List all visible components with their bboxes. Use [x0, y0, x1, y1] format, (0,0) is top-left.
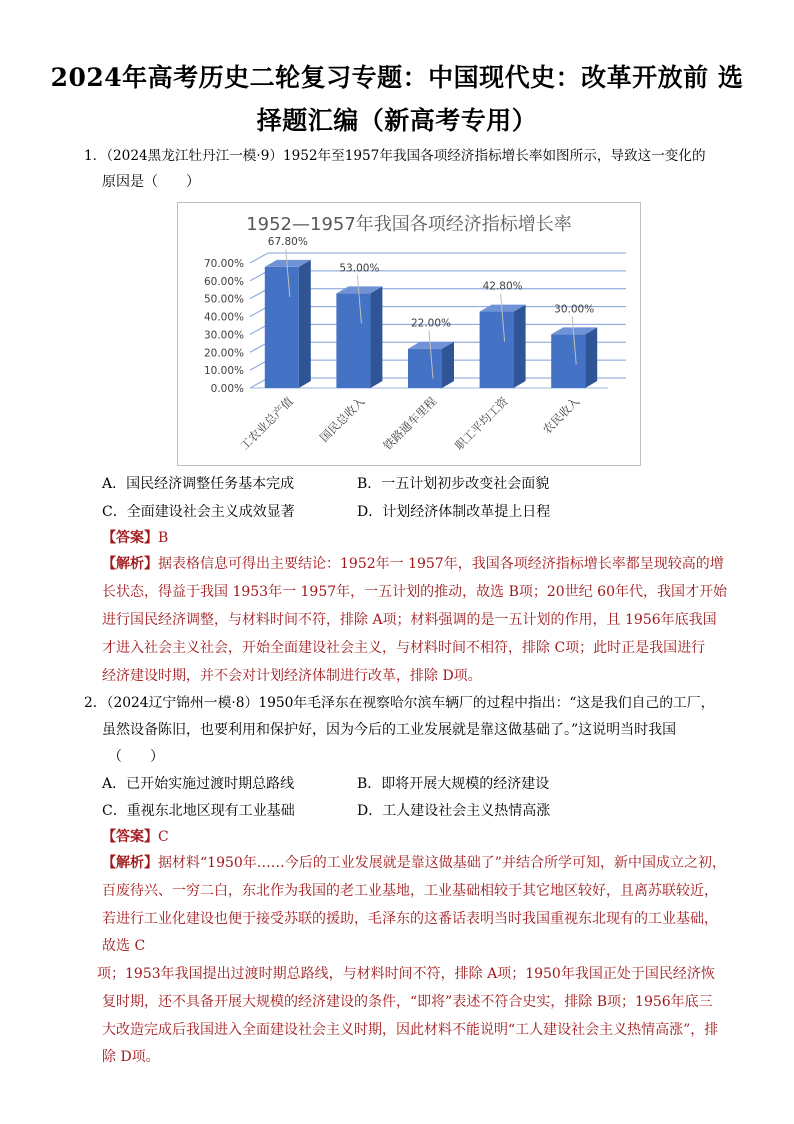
growth-rate-chart [177, 202, 641, 466]
q1-answer [102, 528, 168, 548]
bar-side [514, 305, 526, 388]
data-label: 22.00% [410, 317, 452, 330]
bar-side [585, 327, 597, 388]
x-tick-label: 职工平均工资 [452, 394, 511, 453]
y-tick-label: 20.00% [203, 347, 244, 360]
q2-stem-line: 虽然设备陈旧，也要利用和保护好，因为今后的工业发展就是靠这做基础了。”这说明当时我国 [102, 722, 677, 738]
q2-option-d: D．工人建设社会主义热情高涨 [357, 803, 551, 819]
y-tick-label: 60.00% [203, 275, 244, 288]
q1-answer-label: 【答案】 [102, 530, 158, 546]
q1-option-c: C．全面建设社会主义成效显著 [102, 504, 295, 520]
q1-analysis-line: 进行国民经济调整，与材料时间不符，排除 A项；材料强调的是一五计划的作用，且 1956年底我国 [102, 612, 717, 628]
q1-analysis-line [102, 554, 724, 574]
q2-analysis-text: 据材料“1950年……今后的工业发展就是靠这做基础了”并结合所学可知，新中国成立之初， [158, 855, 726, 871]
q2-analysis-line: 复时期，还不具备开展大规模的经济建设的条件，“即将”表述不符合史实，排除 B项；1956年底三 [102, 994, 713, 1010]
y-tick-label: 40.00% [203, 311, 244, 324]
q1-option-a: A．国民经济调整任务基本完成 [102, 476, 295, 492]
y-tick-label: 30.00% [203, 329, 244, 342]
q2-answer-label: 【答案】 [102, 829, 158, 845]
bar-front [551, 334, 585, 388]
q1-option-d: D．计划经济体制改革提上日程 [357, 504, 551, 520]
y-tick-label: 10.00% [203, 365, 244, 378]
q2-answer [102, 827, 169, 847]
q2-answer-value: C [158, 829, 169, 845]
q2-option-c: C．重视东北地区现有工业基础 [102, 803, 295, 819]
bar-side [442, 342, 454, 388]
chart-title: 1952—1957年我国各项经济指标增长率 [246, 214, 572, 235]
data-label: 30.00% [554, 303, 595, 316]
grid-line-depth [250, 253, 268, 263]
bar-side [299, 260, 311, 388]
bar-front [408, 349, 442, 388]
q2-analysis-label: 【解析】 [102, 855, 158, 871]
q2-option-a: A．已开始实施过渡时期总路线 [102, 776, 295, 792]
bar-front [265, 267, 299, 388]
q2-analysis-line [102, 853, 726, 873]
q2-analysis-line: 百废待兴、一穷二白，东北作为我国的老工业基地，工业基础相较于其它地区较好，且离苏联较近， [102, 883, 718, 899]
bar-side [370, 286, 382, 388]
q2-stem-line: （ ） [108, 749, 164, 765]
y-tick-label: 50.00% [203, 293, 244, 306]
bar-front [336, 293, 370, 388]
q1-stem-line1: 1．（2024黑龙江牡丹江一模·9）1952年至1957年我国各项经济指标增长率如图所示，导致这一变化的 [84, 148, 706, 164]
q1-stem-line2: 原因是（ ） [102, 174, 200, 190]
bar-front [480, 312, 514, 388]
q2-analysis-line: 除 D项。 [102, 1049, 160, 1065]
q1-analysis-line: 长状态，得益于我国 1953年一 1957年，一五计划的推动，故选 B项；20世纪 60年代，我国才开始 [102, 584, 727, 600]
q2-analysis-line: 大改造完成后我国进入全面建设社会主义时期，因此材料不能说明“工人建设社会主义热情高涨”，排 [102, 1022, 719, 1038]
q2-analysis-line: 项；1953年我国提出过渡时期总路线，与材料时间不符，排除 A项；1950年我国正处于国民经济恢 [97, 966, 715, 982]
x-tick-label: 国民总收入 [316, 394, 368, 445]
page-title-line1: 2024年高考历史二轮复习专题：中国现代史：改革开放前 选 [50, 63, 744, 92]
x-tick-label: 工农业总产值 [237, 394, 296, 453]
q1-analysis-line: 才进入社会主义社会，开始全面建设社会主义，与材料时间不相符，排除 C项；此时正是我国进行 [102, 640, 706, 656]
q1-option-b: B．一五计划初步改变社会面貌 [357, 476, 550, 492]
q1-analysis-line: 经济建设时期，并不会对计划经济体制进行改革，排除 D项。 [102, 668, 482, 684]
q1-analysis-text: 据表格信息可得出主要结论：1952年一 1957年，我国各项经济指标增长率都呈现较高的增 [158, 556, 724, 572]
q2-stem-line: 2．（2024辽宁锦州一模·8）1950年毛泽东在视察哈尔滨车辆厂的过程中指出：“这是我们自己的工厂， [84, 695, 715, 711]
q2-analysis-line: 故选 C [102, 938, 146, 954]
page-title-line2: 择题汇编（新高考专用） [256, 106, 538, 135]
q2-analysis-line: 若进行工业化建设也便于接受苏联的援助，毛泽东的这番话表明当时我国重视东北现有的工业基础， [102, 911, 718, 927]
y-tick-label: 0.00% [210, 383, 244, 395]
x-tick-label: 铁路通车里程 [380, 394, 440, 453]
data-label: 42.80% [482, 280, 523, 293]
y-tick-label: 70.00% [203, 258, 244, 270]
data-label: 53.00% [339, 262, 380, 275]
q1-answer-value: B [158, 530, 169, 546]
q2-option-b: B．即将开展大规模的经济建设 [357, 776, 550, 792]
q1-analysis-label: 【解析】 [102, 556, 158, 572]
bar-chart-svg [178, 203, 640, 465]
x-tick-label: 农民收入 [539, 394, 583, 437]
data-label: 67.80% [267, 235, 308, 248]
